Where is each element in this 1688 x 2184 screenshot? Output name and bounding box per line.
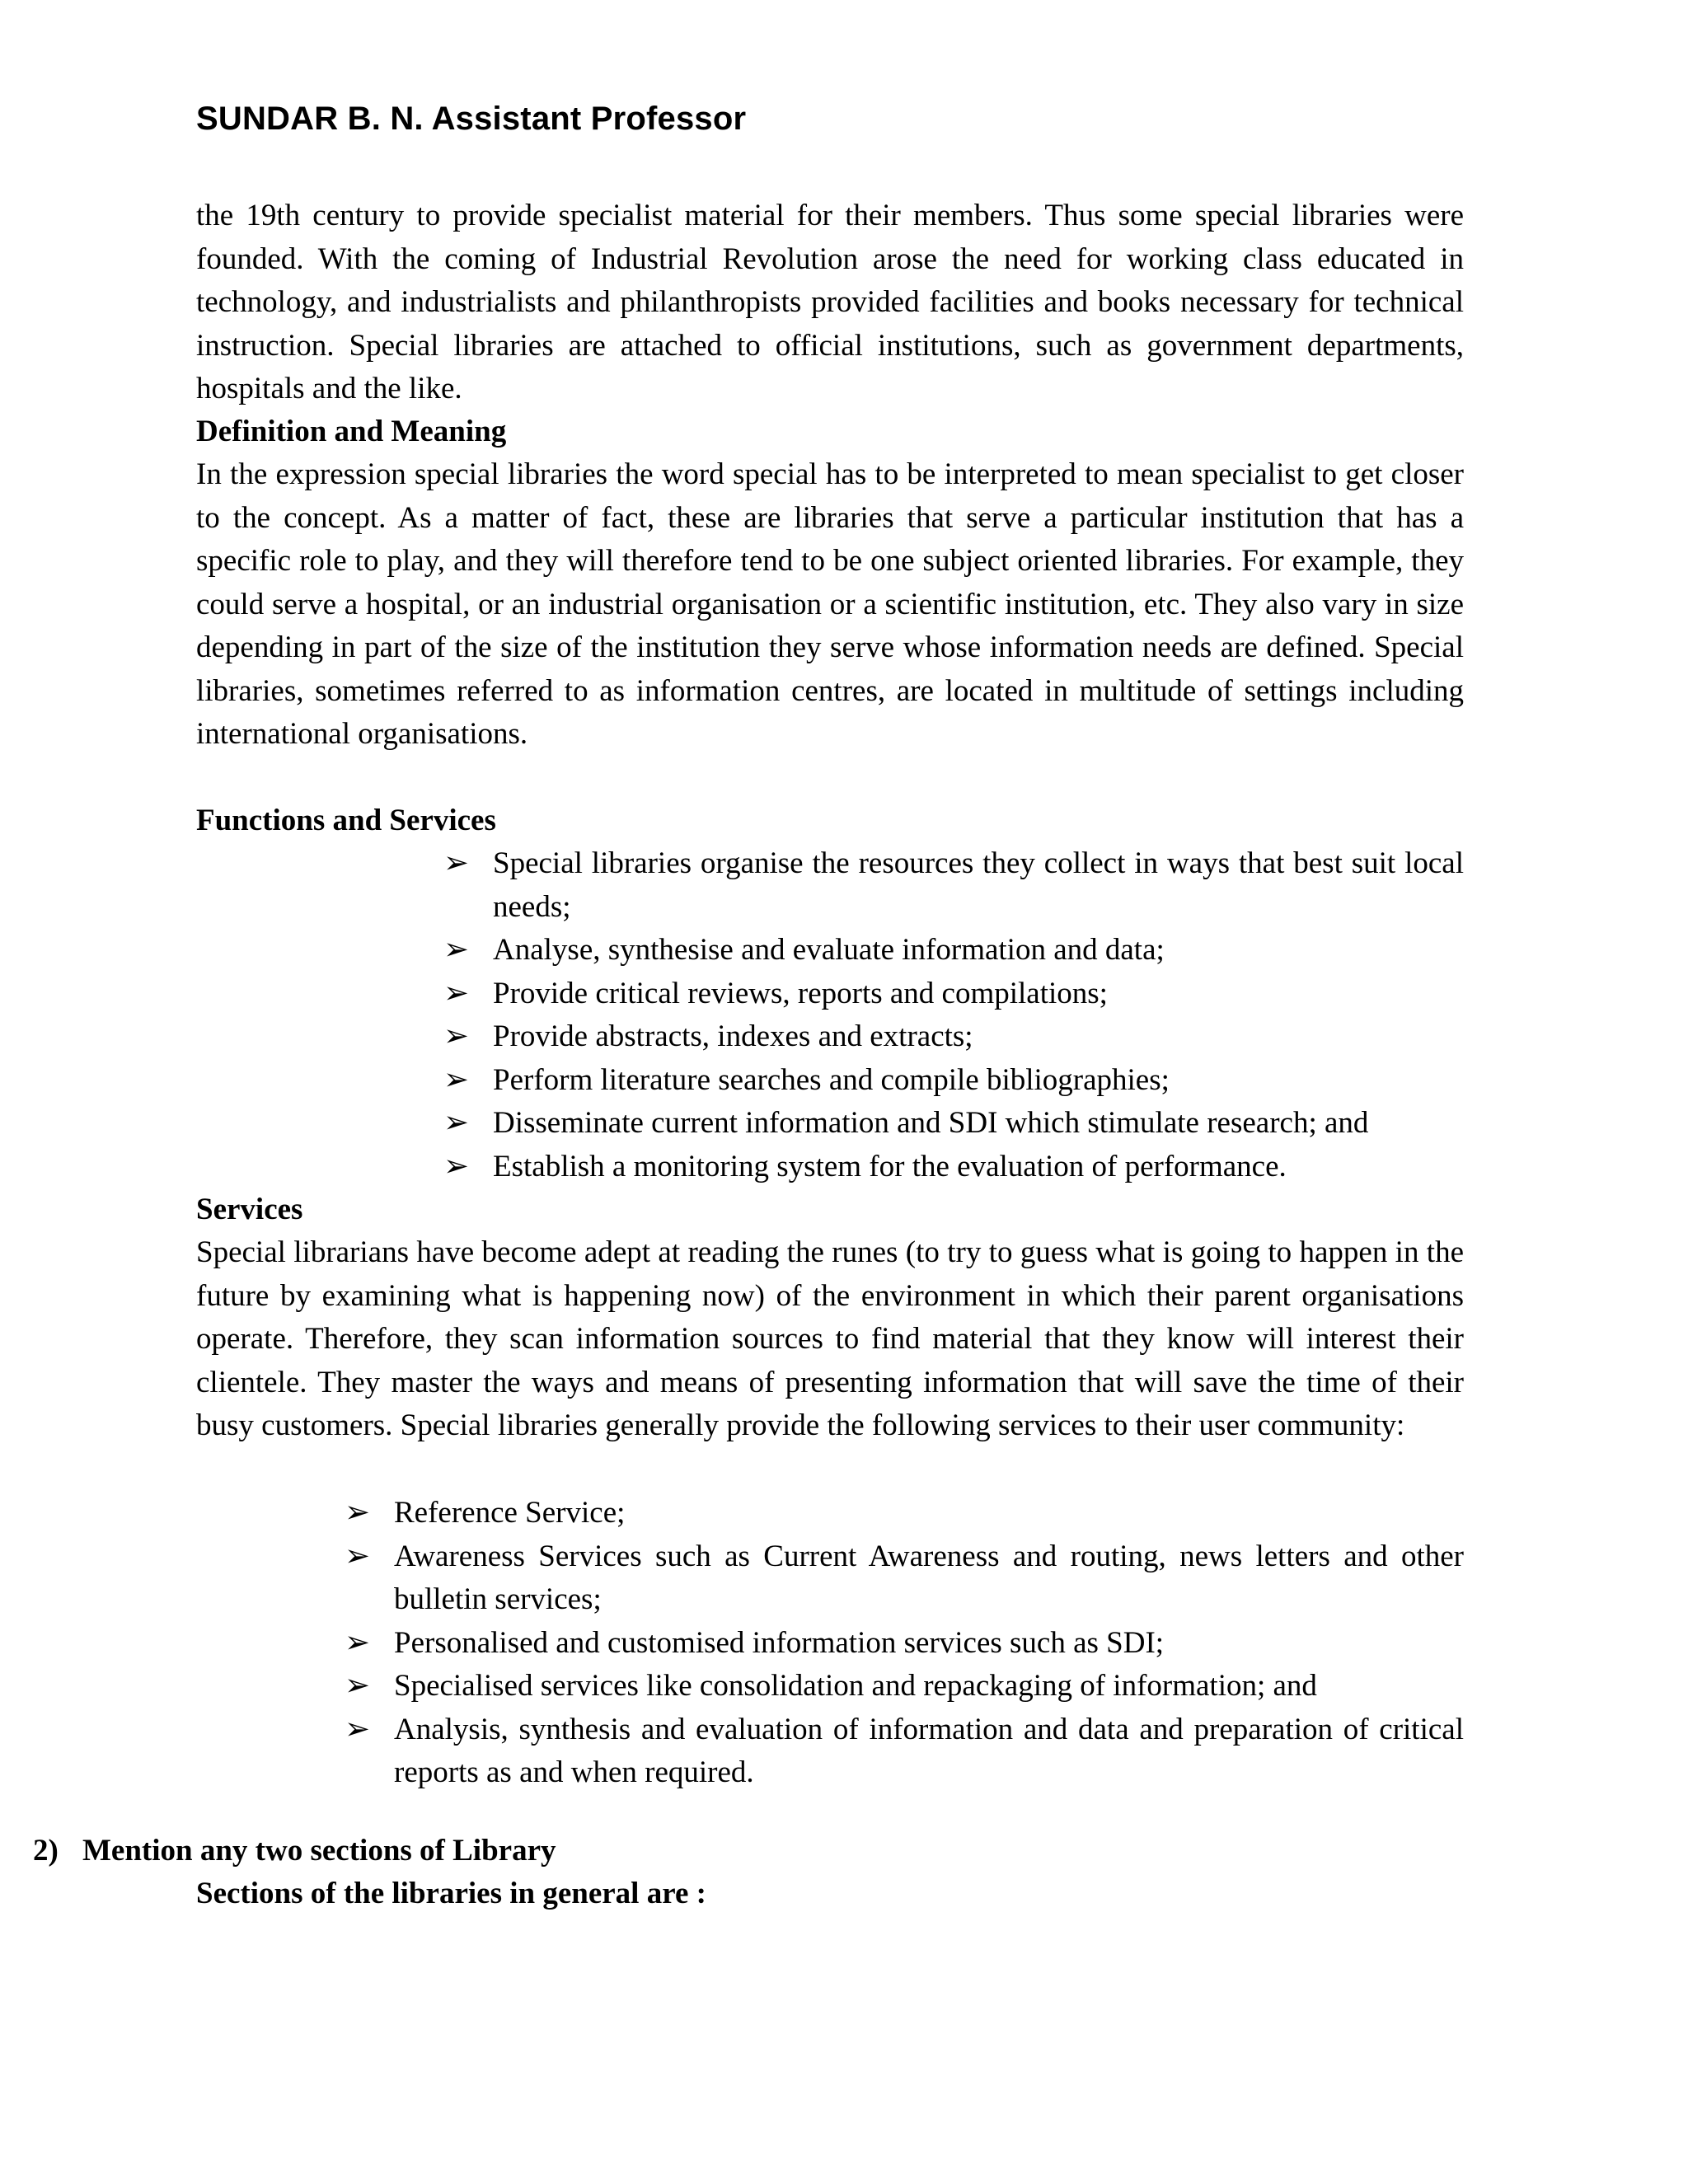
question-number: 2) [33,1834,59,1868]
services-heading: Services [196,1193,303,1226]
arrow-bullet-icon: ➢ [345,1625,371,1660]
list-item: ➢ Awareness Services such as Current Awareness and routing, news letters and other bulletin services; [345,1535,1464,1622]
list-item: ➢ Disseminate current information and SDI which stimulate research; and [443,1102,1464,1146]
arrow-bullet-icon: ➢ [443,1106,470,1140]
list-item: ➢ Specialised services like consolidation and repackaging of information; and [345,1665,1464,1708]
list-item: ➢ Provide abstracts, indexes and extracts; [443,1015,1464,1059]
sections-subheading: Sections of the libraries in general are : [196,1877,706,1910]
list-item: ➢ Perform literature searches and compile bibliographies; [443,1059,1464,1103]
question-text: Mention any two sections of Library [82,1834,556,1868]
arrow-bullet-icon: ➢ [443,1019,470,1053]
definition-heading: Definition and Meaning [196,415,507,448]
functions-list [443,842,1464,1188]
definition-paragraph: In the expression special libraries the word special has to be interpreted to mean specialist to get closer to the concept. As a matter of fact, these are libraries that serve a particular institution that has a specific role to play, and they will therefore tend to be one subject oriented libraries. For example, they could serve a hospital, or an industrial organisation or a scientific institution, etc. They also vary in size depending in part of the size of the institution they serve whose information needs are defined. Special libraries, sometimes referred to as information centres, are located in multitude of settings including international organisations. [196,457,1464,751]
list-item: ➢ Establish a monitoring system for the evaluation of performance. [443,1146,1464,1189]
arrow-bullet-icon: ➢ [345,1669,371,1703]
list-item: ➢ Provide critical reviews, reports and compilations; [443,972,1464,1016]
list-item: ➢ Special libraries organise the resources they collect in ways that best suit local needs; [443,842,1464,929]
arrow-bullet-icon: ➢ [443,846,470,880]
arrow-bullet-icon: ➢ [345,1539,371,1573]
list-item: ➢ Analyse, synthesise and evaluate information and data; [443,929,1464,972]
arrow-bullet-icon: ➢ [345,1712,371,1746]
arrow-bullet-icon: ➢ [443,933,470,967]
arrow-bullet-icon: ➢ [443,1062,470,1097]
list-item: ➢ Analysis, synthesis and evaluation of information and data and preparation of critical reports as and when required. [345,1708,1464,1795]
list-item: ➢ Personalised and customised information services such as SDI; [345,1622,1464,1666]
page-header: SUNDAR B. N. Assistant Professor [196,101,747,137]
services-list [345,1492,1464,1795]
arrow-bullet-icon: ➢ [443,976,470,1010]
arrow-bullet-icon: ➢ [443,1149,470,1183]
services-paragraph: Special librarians have become adept at reading the runes (to try to guess what is going to happen in the future by examining what is happening now) of the environment in which their parent organisations operate. Therefore, they scan information sources to find material that they know will interest their clientele. They master the ways and means of presenting information that will save the time of their busy customers. Special libraries generally provide the following services to their user community: [196,1235,1464,1442]
list-item: ➢ Reference Service; [345,1492,1464,1535]
arrow-bullet-icon: ➢ [345,1496,371,1530]
intro-paragraph: the 19th century to provide specialist material for their members. Thus some special libraries were founded. With the coming of Industrial Revolution arose the need for working class educated in technology, and industrialists and philanthropists provided facilities and books necessary for technical instruction. Special libraries are attached to official institutions, such as government departments, hospitals and the like. [196,199,1464,405]
functions-heading: Functions and Services [196,804,496,837]
